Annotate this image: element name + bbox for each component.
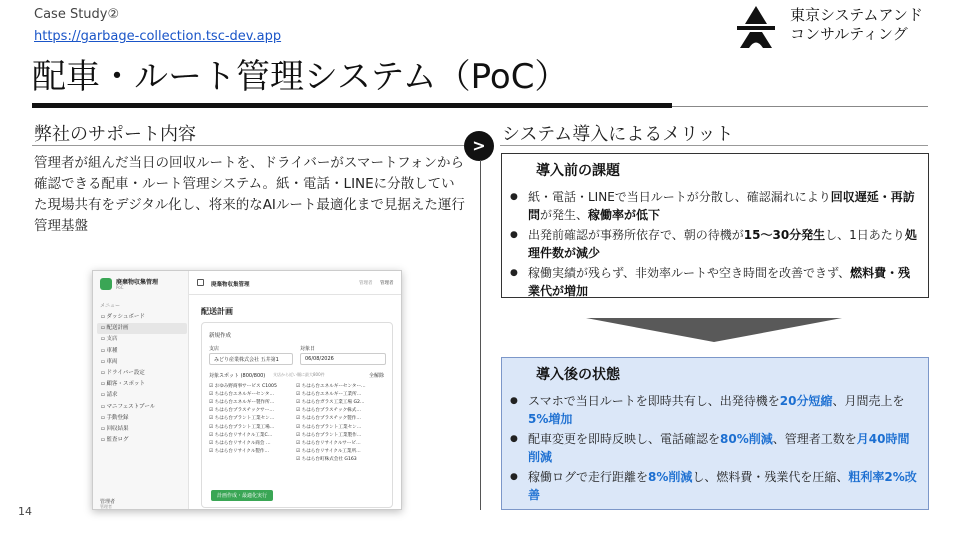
vertical-divider: [480, 160, 481, 510]
topbar-role: 管理者: [359, 281, 373, 286]
company-name-line2: コンサルティング: [790, 25, 908, 43]
user-name: 管理者: [100, 499, 116, 505]
bullet-text: 出発前確認が事務所依存で、朝の待機が: [528, 228, 744, 242]
menu-item: ▫ 監査ログ: [101, 437, 129, 444]
emphasis-text: 20分短縮: [779, 394, 833, 408]
bullet-text: 稼働実績が残らず、非効率ルートや空き時間を改善できず、: [528, 266, 851, 280]
menu-item: ▫ ドライバー設定: [101, 370, 145, 377]
spot-checkbox: ☑ ちはら台ガラス工業工場 G2…: [296, 399, 378, 407]
bullet-text: 配車変更を即時反映し、電話確認を: [528, 432, 721, 446]
spot-checkbox: ☑ おゆみ野商事サービス C1005: [209, 383, 291, 391]
bullet-text: 、管理者工数を: [772, 432, 857, 446]
menu-item: ▫ 手動登録: [101, 414, 129, 421]
spot-checkbox: ☑ ちはら台プラント工業工場…: [209, 424, 291, 432]
branch-select: みどり産業株式会社 五井第1: [209, 353, 293, 365]
list-item: [510, 264, 920, 300]
branch-label: 支店: [209, 346, 220, 352]
spot-checkbox: ☑ ちはら台プラスチック製作…: [296, 415, 378, 423]
bullet-text: 、月間売上を: [832, 394, 905, 408]
merit-heading: システム導入によるメリット: [502, 124, 734, 145]
spots-label: 対象スポット (800/800): [209, 373, 266, 379]
sidebar-toggle-icon: [197, 279, 204, 286]
app-sidebar: [93, 271, 189, 510]
spot-checkbox: ☑ ちはら台エネルギーセンタ…: [209, 391, 291, 399]
emphasis-text: 燃料費・残業代が増加: [528, 266, 911, 298]
title-rule: [32, 103, 672, 108]
case-study-label: Case Study②: [34, 7, 120, 22]
bullet-text: し、1日あたり: [825, 228, 905, 242]
list-item: [510, 226, 920, 262]
topbar-user: 管理者: [380, 281, 394, 286]
emphasis-text: 稼働率が低下: [588, 208, 661, 222]
spot-checkbox: ☑ ちはら台プラント工業セン…: [209, 415, 291, 423]
user-role: 管理者: [100, 504, 112, 509]
app-name: 廃棄物収集管理: [116, 279, 159, 286]
after-list: [510, 392, 920, 506]
menu-item: ▫ 支店: [101, 336, 118, 343]
menu-item: ▫ 車両: [101, 358, 118, 365]
card-title: 新規作成: [209, 333, 232, 339]
app-logo-icon: [100, 278, 112, 290]
company-logo-icon: [736, 6, 776, 48]
date-input: 06/08/2026: [300, 353, 386, 365]
list-item: [510, 188, 920, 224]
menu-item: ▫ 顧客・スポット: [101, 381, 145, 388]
spot-checkbox: ☑ ちはら台エネルギー製作所…: [209, 399, 291, 407]
after-title: 導入後の状態: [536, 367, 620, 383]
spots-hint: 支店から近い順に最大800件: [273, 372, 325, 377]
bullet-text: 紙・電話・LINEで当日ルートが分散し、確認漏れにより: [528, 190, 831, 204]
app-menu: [97, 312, 187, 446]
app-screenshot: [92, 270, 402, 510]
support-heading: 弊社のサポート内容: [34, 124, 196, 145]
support-description: 管理者が組んだ当日の回収ルートを、ドライバーがスマートフォンから確認できる配車・ルート管理システム。紙・電話・LINEに分散していた現場共有をデジタル化し、将来的なAIルート最適化まで見据えた運行管理基盤: [34, 155, 465, 234]
list-item: [510, 468, 920, 504]
create-plan-button: 計画作成・最適化実行: [211, 490, 273, 501]
before-title: 導入前の課題: [536, 163, 620, 179]
clear-all-button: 全解除: [369, 373, 385, 379]
arrow-right-icon: >: [464, 131, 494, 161]
spot-checkbox: ☑ ちはら台町株式会社 G163: [296, 456, 378, 464]
menu-item: ▫ 請求: [101, 392, 118, 399]
emphasis-text: 月40時間削減: [528, 432, 910, 464]
company-name: [790, 6, 923, 44]
bullet-text: が発生、: [540, 208, 589, 222]
project-url-link[interactable]: https://garbage-collection.tsc-dev.app: [34, 29, 282, 44]
bullet-text: し、燃料費・残業代を圧縮、: [692, 470, 849, 484]
app-subtitle: PoC: [116, 285, 124, 290]
spot-checkbox: ☑ ちはら台プラント工業製作…: [296, 432, 378, 440]
support-divider: [32, 145, 464, 146]
date-label: 対象日: [300, 346, 316, 352]
bullet-text: スマホで当日ルートを即時共有し、出発待機を: [528, 394, 780, 408]
emphasis-text: 5%増加: [528, 412, 573, 426]
list-item: [510, 430, 920, 466]
menu-item: ▫ 回収結果: [101, 426, 129, 433]
spot-checkbox: ☑ ちはら台エネルギー工業所…: [296, 391, 378, 399]
emphasis-text: 処理件数が減少: [528, 228, 917, 260]
page-number: 14: [18, 505, 32, 518]
spot-checkbox: ☑ ちはら台リサイクルサービ…: [296, 440, 378, 448]
menu-item: ▫ 配送計画: [97, 323, 187, 334]
spot-checkbox: ☑ ちはら台プラスチック株式…: [296, 407, 378, 415]
before-list: [510, 188, 920, 302]
menu-item: ▫ マニフェストプール: [101, 403, 156, 410]
company-name-line1: 東京システムアンド: [790, 6, 923, 24]
merit-divider: [500, 145, 928, 146]
before-issues-box: [501, 153, 929, 298]
menu-item: ▫ 車種: [101, 347, 118, 354]
list-item: [510, 392, 920, 428]
emphasis-text: 15〜30分発生: [743, 228, 826, 242]
emphasis-text: 8%削減: [648, 470, 693, 484]
menu-item: ▫ ダッシュボード: [101, 314, 145, 320]
spot-checkbox: ☑ ちはら台リサイクル製作…: [209, 448, 291, 456]
bullet-text: 稼働ログで走行距離を: [528, 470, 649, 484]
title-rule-thin: [672, 106, 928, 107]
spot-checkbox: ☑ ちはら台プラスチックサー…: [209, 407, 291, 415]
menu-heading: メニュー: [100, 303, 121, 309]
emphasis-text: 回収遅延・再訪問: [528, 190, 915, 222]
spot-checkbox: ☑ ちはら台リサイクル工業C…: [209, 432, 291, 440]
spot-checkbox: ☑ ちはら台エネルギーセンター…: [296, 383, 378, 391]
app-page-title: 配送計画: [201, 307, 233, 316]
topbar-title: 廃棄物収集管理: [211, 282, 250, 288]
emphasis-text: 粗利率2%改善: [528, 470, 917, 502]
after-state-box: [501, 357, 929, 510]
emphasis-text: 80%削減: [720, 432, 773, 446]
down-arrow-icon: [586, 318, 842, 342]
spot-checkbox: ☑ ちはら台リサイクル商会 …: [209, 440, 291, 448]
spot-checkbox: ☑ ちはら台リサイクル工業所…: [296, 448, 378, 456]
spot-checkbox: ☑ ちはら台プラント工業セン…: [296, 424, 378, 432]
page-title: 配車・ルート管理システム（PoC）: [32, 57, 569, 97]
